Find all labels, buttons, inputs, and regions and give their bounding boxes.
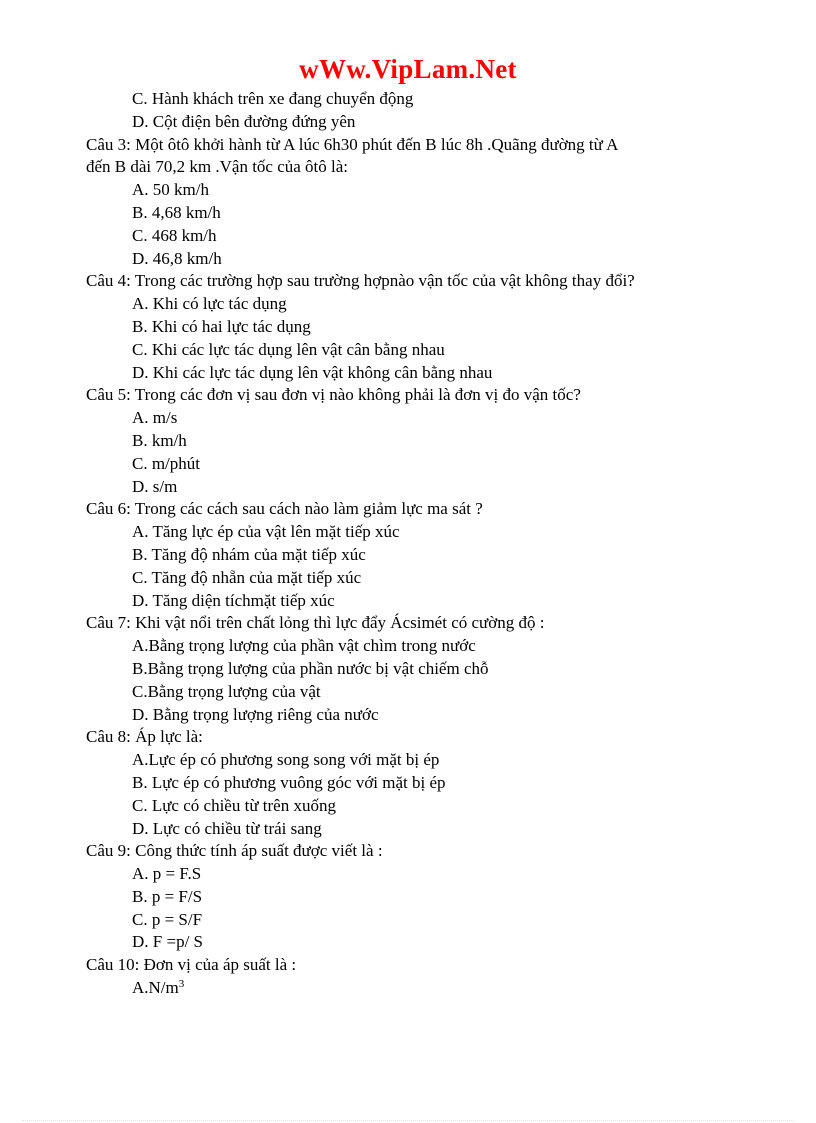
option-line: D. Tăng diện tíchmặt tiếp xúc (132, 590, 335, 610)
option-line: B. Lực ép có phương vuông góc với mặt bị ép (132, 772, 446, 792)
quiz-lines (86, 88, 726, 977)
option-line: D. Khi các lực tác dụng lên vật không cân bằng nhau (132, 362, 493, 382)
question-line: Câu 5: Trong các đơn vị sau đơn vị nào không phải là đơn vị đo vận tốc? (86, 385, 581, 405)
option-line: A. Tăng lực ép của vật lên mặt tiếp xúc (132, 522, 400, 542)
option-line: B. Tăng độ nhám của mặt tiếp xúc (132, 544, 366, 564)
question-line: Câu 6: Trong các cách sau cách nào làm giảm lực ma sát ? (86, 499, 483, 519)
option-line: A. m/s (132, 408, 178, 428)
question-line: Câu 4: Trong các trường hợp sau trường hợpnào vận tốc của vật không thay đổi? (86, 271, 635, 291)
option-line: C. Khi các lực tác dụng lên vật cân bằng nhau (132, 339, 445, 359)
option-line: D. Cột điện bên đường đứng yên (132, 111, 356, 131)
option-line: D. 46,8 km/h (132, 248, 222, 268)
option-line: B. p = F/S (132, 886, 203, 906)
option-text: A.N/m (132, 978, 179, 998)
option-line: A.Bằng trọng lượng của phần vật chìm trong nước (132, 636, 476, 656)
option-line-last (86, 977, 726, 1000)
question-line: đến B dài 70,2 km .Vận tốc của ôtô là: (86, 157, 349, 177)
option-line: D. Lực có chiều từ trái sang (132, 818, 322, 838)
option-line: B. km/h (132, 430, 187, 450)
option-line: A.Lực ép có phương song song với mặt bị ép (132, 750, 440, 770)
option-line: B.Bằng trọng lượng của phần nước bị vật chiếm chỗ (132, 658, 489, 678)
option-line: C.Bằng trọng lượng của vật (132, 681, 321, 701)
option-line: D. s/m (132, 476, 178, 496)
site-watermark: wWw.VipLam.Net (299, 54, 517, 84)
superscript-exponent: 3 (178, 978, 185, 991)
option-line: B. Khi có hai lực tác dụng (132, 316, 311, 336)
question-line: Câu 7: Khi vật nổi trên chất lỏng thì lực đẩy Ácsimét có cường độ : (86, 613, 545, 633)
question-line: Câu 9: Công thức tính áp suất được viết là : (86, 841, 383, 861)
option-line: C. m/phút (132, 453, 201, 473)
option-line: A. Khi có lực tác dụng (132, 294, 287, 314)
quiz-content (86, 88, 726, 1000)
option-line: C. 468 km/h (132, 225, 217, 245)
question-line: Câu 3: Một ôtô khởi hành từ A lúc 6h30 phút đến B lúc 8h .Quãng đường từ A (86, 134, 619, 154)
question-line: Câu 10: Đơn vị của áp suất là : (86, 955, 297, 975)
page-bottom-divider (22, 1120, 794, 1121)
option-line: D. F =p/ S (132, 932, 203, 952)
question-line: Câu 8: Áp lực là: (86, 727, 203, 747)
option-line: A. p = F.S (132, 864, 202, 884)
option-line: C. p = S/F (132, 909, 203, 929)
option-line: D. Bằng trọng lượng riêng của nước (132, 704, 379, 724)
option-line: C. Hành khách trên xe đang chuyển động (132, 89, 414, 108)
option-line: B. 4,68 km/h (132, 202, 221, 222)
option-line: C. Lực có chiều từ trên xuống (132, 795, 336, 815)
option-line: C. Tăng độ nhẵn của mặt tiếp xúc (132, 567, 362, 587)
option-line: A. 50 km/h (132, 180, 209, 200)
